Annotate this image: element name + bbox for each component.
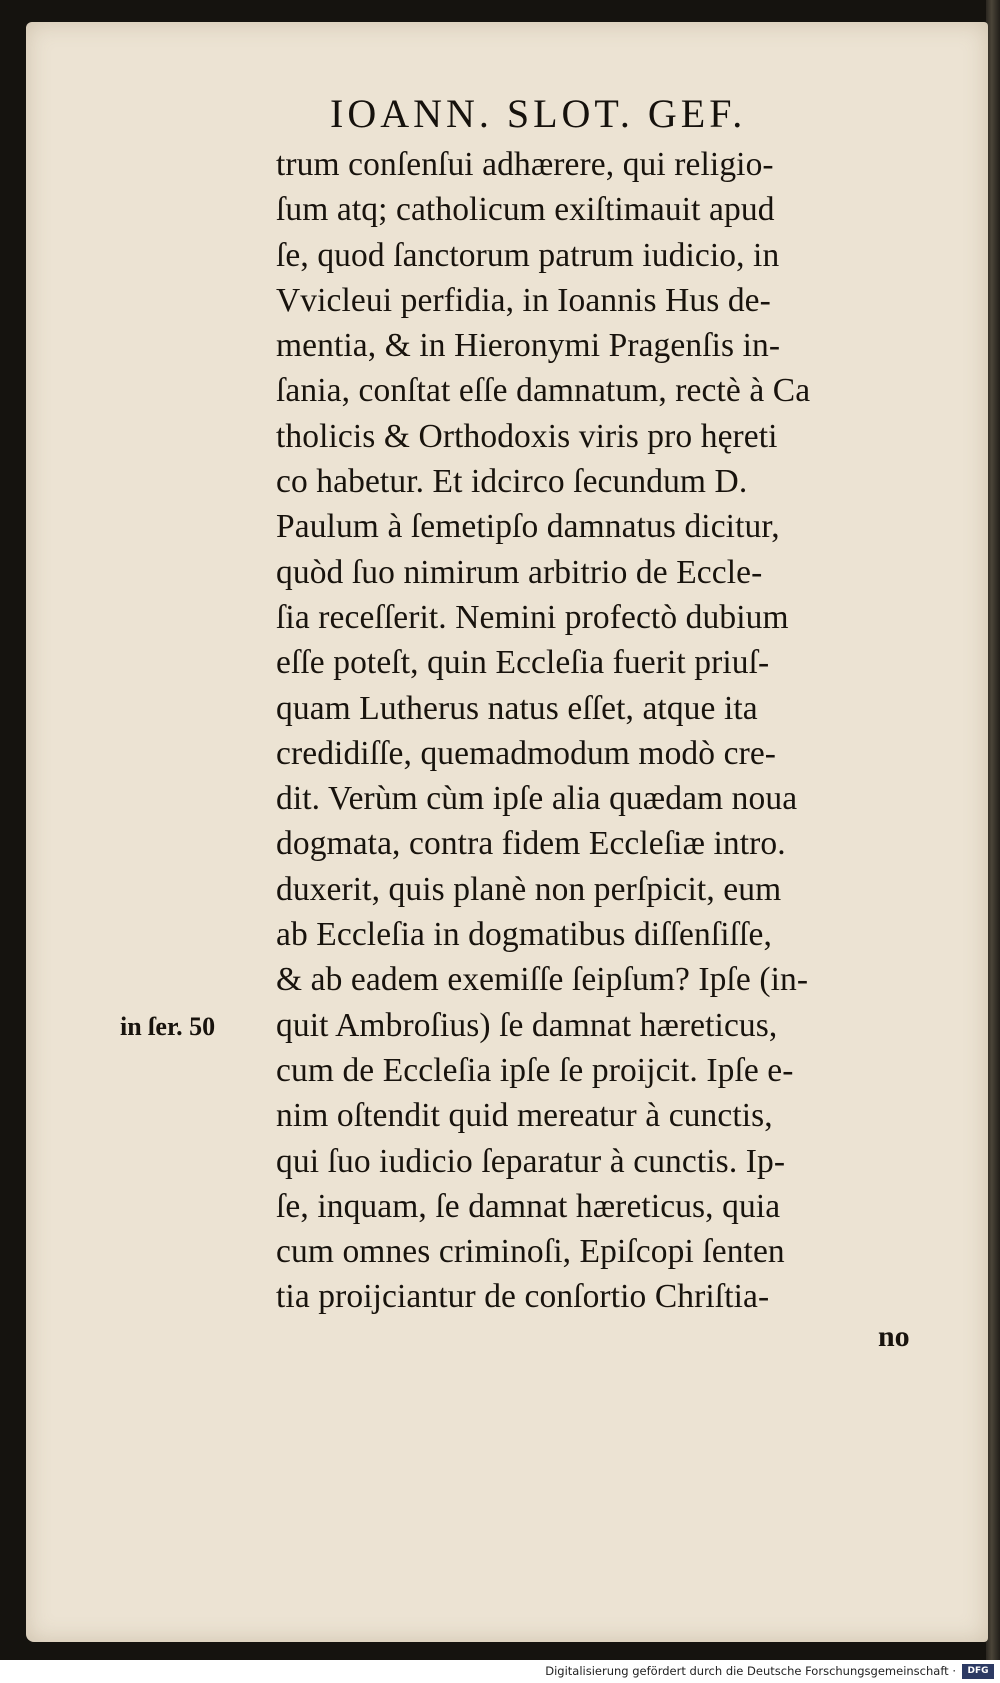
footer-bar [0,1660,1000,1683]
text-line: cum omnes criminoſi, Epiſcopi ſenten [276,1233,785,1271]
text-line: Vvicleui perfidia, in Ioannis Hus de- [276,281,771,319]
text-line: ſe, quod ſanctorum patrum iudicio, in [276,236,780,274]
dfg-logo-icon: DFG [962,1664,994,1679]
text-line: trum conſenſui adhærere, qui religio- [276,146,774,183]
text-line: ſia receſſerit. Nemini profectò dubium [276,598,789,636]
text-line: qui ſuo iudicio ſeparatur à cunctis. Ip- [276,1142,786,1180]
marginal-note: in ſer. 50 [120,1012,216,1041]
text-line: quòd ſuo nimirum arbitrio de Eccle- [276,553,763,591]
funding-notice: Digitalisierung gefördert durch die Deutsche Forschungsgemeinschaft · [545,1664,956,1678]
text-line: eſſe poteſt, quin Eccleſia fuerit priuſ- [276,644,770,682]
text-line: credidiſſe, quemadmodum modò cre- [276,734,777,772]
running-header: IOANN. SLOT. GEF. [330,91,747,136]
text-line: Paulum à ſemetipſo damnatus dicitur, [276,508,780,546]
text-line: tia proijciantur de conſortio Chriſtia- [276,1278,770,1316]
text-line: ſania, conſtat eſſe damnatum, rectè à Ca [276,372,811,410]
text-line: ſe, inquam, ſe damnat hæreticus, quia [276,1187,781,1225]
text-line: tholicis & Orthodoxis viris pro hęreti [276,417,778,455]
text-line: dogmata, contra fidem Eccleſiæ intro. [276,825,786,863]
text-line: nim oſtendit quid mereatur à cunctis, [276,1097,773,1135]
catchword: no [878,1320,910,1353]
text-line: cum de Eccleſia ipſe ſe proijcit. Ipſe e- [276,1051,794,1089]
text-line: co habetur. Et idcirco ſecundum D. [276,463,748,501]
text-line: duxerit, quis planè non perſpicit, eum [276,870,782,908]
book-edge [986,0,1000,1660]
text-line: mentia, & in Hieronymi Pragenſis in- [276,327,781,365]
text-line: quam Lutherus natus eſſet, atque ita [276,689,758,727]
text-line: ſum atq; catholicum exiſtimauit apud [276,191,775,229]
body-text [276,142,916,1320]
text-line: dit. Verùm cùm ipſe alia quædam noua [276,780,798,818]
text-line: & ab eadem exemiſſe ſeipſum? Ipſe (in- [276,961,809,999]
text-line: ab Eccleſia in dogmatibus diſſenſiſſe, [276,916,772,954]
text-line: quit Ambroſius) ſe damnat hæreticus, [276,1006,778,1044]
